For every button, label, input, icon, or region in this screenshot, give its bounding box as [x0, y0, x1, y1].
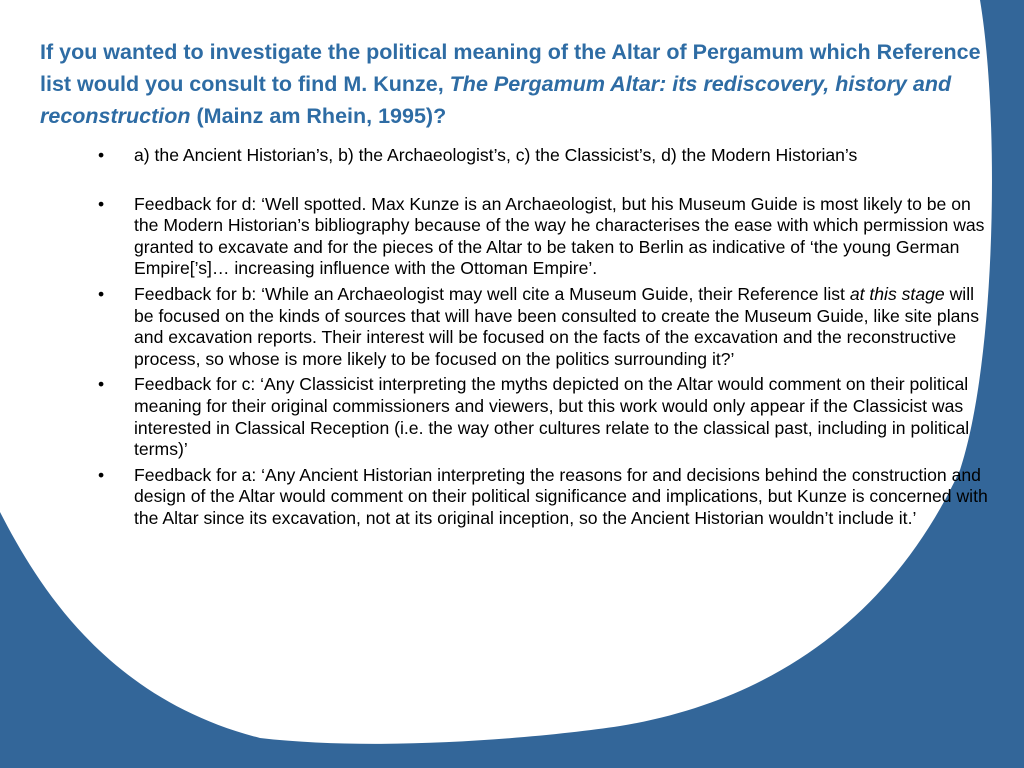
- bullet-emphasis: at this stage: [849, 283, 945, 304]
- bullet-text: Feedback for a: ‘Any Ancient Historian interpreting the reasons for and decisions behind the construction and design of the Altar would comment on their political significance and implications, but Kunze is concerned with the Altar since its excavation, not at its original inception, so the Ancient Historian wouldn’t include it.’: [134, 464, 988, 528]
- bullet-text-end: will be focused on the kinds of sources that will have been consulted to create the Museum Guide, like site plans and excavation reports. Their interest will be focused on the facts of the excavation and the reconstructive process, so whose is more likely to be focused on the politics surrounding it?’: [134, 283, 979, 369]
- bullet-text: Feedback for d: ‘Well spotted. Max Kunze is an Archaeologist, but his Museum Guide is most likely to be on the Modern Historian’s bibliography because of the way he characterises the ease with which permission was granted to excavate and for the pieces of the Altar to be taken to Berlin as indicative of ‘the young German Empire[’s]… increasing influence with the Ottoman Empire’.: [134, 193, 985, 279]
- bullet-feedback-d: [98, 194, 998, 280]
- bullet-text: Feedback for c: ‘Any Classicist interpreting the myths depicted on the Altar would comment on their political meaning for their original commissioners and viewers, but this work would only appear if the Classicist was interested in Classical Reception (i.e. the way other cultures relate to the classical past, including in political terms)’: [134, 374, 970, 460]
- bullet-feedback-b: [98, 284, 998, 370]
- bullet-feedback-a: [98, 465, 998, 530]
- bullet-list: [98, 145, 998, 534]
- bullet-answer-options: [98, 145, 998, 167]
- title-book-name: The Pergamum Altar: its rediscovery, history and reconstruction: [40, 72, 952, 128]
- title-text-start: If you wanted to investigate the political meaning of the Altar of Pergamum which Reference list would you consult to find M. Kunze,: [40, 40, 981, 96]
- bullet-text: a) the Ancient Historian’s, b) the Archaeologist’s, c) the Classicist’s, d) the Modern Historian’s: [134, 145, 858, 165]
- bullet-text-start: Feedback for b: ‘While an Archaeologist may well cite a Museum Guide, their Reference list: [134, 283, 850, 304]
- title-text-end: (Mainz am Rhein, 1995)?: [190, 104, 447, 128]
- bullet-feedback-c: [98, 374, 998, 460]
- slide-title: [40, 36, 1000, 132]
